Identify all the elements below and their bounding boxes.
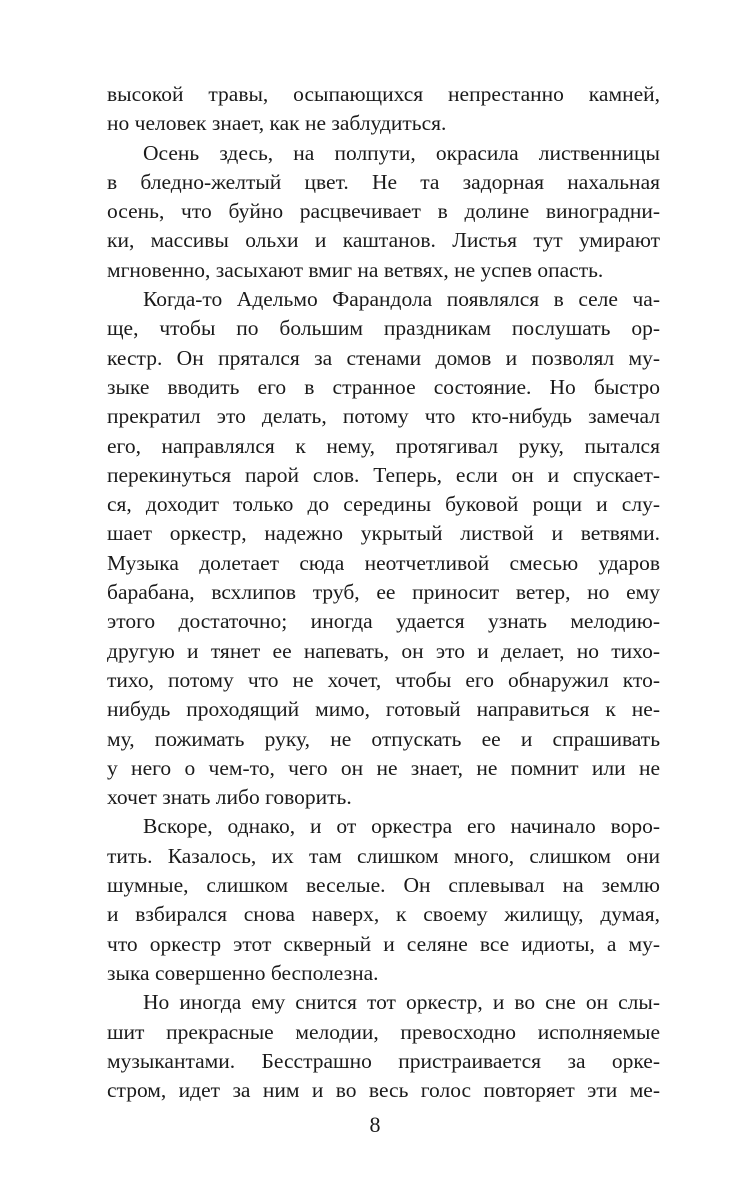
text-line: Музыка долетает сюда неотчетливой смесью ударов xyxy=(107,550,660,575)
text-line: другую и тянет ее напевать, он это и делает, но тихо- xyxy=(107,638,660,663)
text-line: нибудь проходящий мимо, готовый направиться к не- xyxy=(107,697,660,722)
text-line: у него о чем-то, чего он не знает, не помнит или не xyxy=(107,755,660,780)
page-body xyxy=(107,80,660,1105)
text-line: шает оркестр, надежно укрытый листвой и ветвями. xyxy=(107,521,660,546)
text-line: Вскоре, однако, и от оркестра его начинало воро- xyxy=(143,814,660,839)
text-line: барабана, всхлипов труб, ее приносит ветер, но ему xyxy=(107,580,660,605)
text-line: этого достаточно; иногда удается узнать мелодию- xyxy=(107,609,660,634)
paragraph xyxy=(107,285,660,812)
text-line: шумные, слишком веселые. Он сплевывал на землю xyxy=(107,873,660,898)
text-line: Осень здесь, на полпути, окрасила лиственницы xyxy=(143,140,660,165)
text-line: Но иногда ему снится тот оркестр, и во сне он слы- xyxy=(143,990,660,1015)
text-line: хочет знать либо говорить. xyxy=(107,785,352,810)
text-line: что оркестр этот скверный и селяне все идиоты, а му- xyxy=(107,931,660,956)
text-line: в бледно-желтый цвет. Не та задорная нахальная xyxy=(107,169,660,194)
text-line: шит прекрасные мелодии, превосходно исполняемые xyxy=(107,1019,660,1044)
text-line: му, пожимать руку, не отпускать ее и спрашивать xyxy=(107,726,660,751)
body-text xyxy=(107,80,660,1105)
text-line: осень, что буйно расцвечивает в долине виноградни- xyxy=(107,199,660,224)
text-line: ще, чтобы по большим праздникам послушать ор- xyxy=(107,316,660,341)
paragraph xyxy=(107,988,660,1105)
text-line: мгновенно, засыхают вмиг на ветвях, не успев опасть. xyxy=(107,257,604,282)
text-line: зыка совершенно бесполезна. xyxy=(107,960,379,985)
text-line: перекинуться парой слов. Теперь, если он и спускает- xyxy=(107,462,660,487)
paragraph xyxy=(107,812,660,988)
paragraph xyxy=(107,80,660,139)
text-line: тихо, потому что не хочет, чтобы его обнаружил кто- xyxy=(107,667,660,692)
text-line: ки, массивы ольхи и каштанов. Листья тут умирают xyxy=(107,228,660,253)
paragraph xyxy=(107,139,660,285)
text-line: прекратил это делать, потому что кто-нибудь замечал xyxy=(107,404,660,429)
text-line: тить. Казалось, их там слишком много, слишком они xyxy=(107,843,660,868)
text-line: зыке вводить его в странное состояние. Но быстро xyxy=(107,374,660,399)
text-line: музыкантами. Бесстрашно пристраивается за орке- xyxy=(107,1048,660,1073)
page-number: 8 xyxy=(369,1112,381,1137)
text-line: высокой травы, осыпающихся непрестанно камней, xyxy=(107,82,660,106)
text-line: кестр. Он прятался за стенами домов и позволял му- xyxy=(107,345,660,370)
text-line: ся, доходит только до середины буковой рощи и слу- xyxy=(107,492,660,517)
text-line: стром, идет за ним и во весь голос повторяет эти ме- xyxy=(107,1078,660,1103)
text-line: Когда-то Адельмо Фарандола появлялся в селе ча- xyxy=(143,287,660,312)
text-line: и взбирался снова наверх, к своему жилищу, думая, xyxy=(107,902,660,927)
text-line: его, направлялся к нему, протягивал руку, пытался xyxy=(107,433,660,458)
text-line: но человек знает, как не заблудиться. xyxy=(107,111,447,136)
